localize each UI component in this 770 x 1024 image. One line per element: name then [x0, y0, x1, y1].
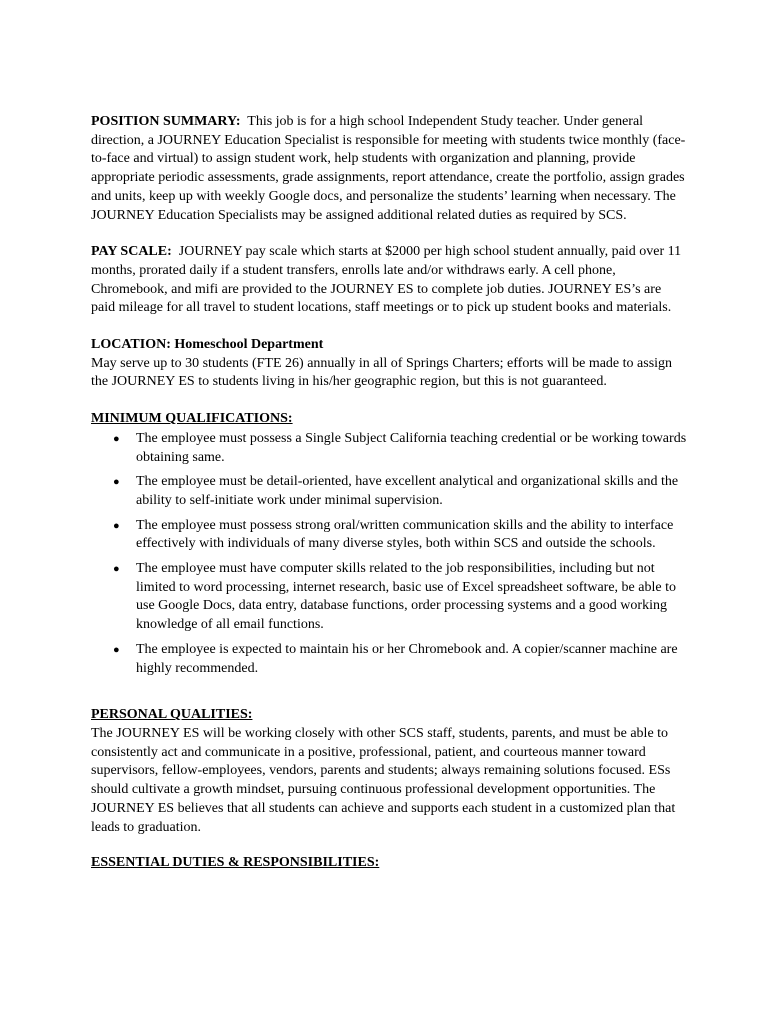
essential-duties-section: [91, 854, 688, 873]
list-item: ● The employee must possess strong oral/written communication skills and the ability to interface effectively with individuals of many diverse styles, both within SCS and outside the schools.: [113, 517, 674, 552]
location-section: [91, 336, 688, 392]
location-label: LOCATION: Homeschool Department: [91, 337, 324, 353]
qualifications-list: [91, 430, 688, 678]
minimum-qualifications-section: [91, 410, 688, 678]
bullet-icon: ●: [113, 643, 120, 656]
position-summary-section: [91, 113, 688, 225]
position-summary-label: POSITION SUMMARY:: [91, 114, 241, 129]
essential-duties-label: ESSENTIAL DUTIES & RESPONSIBILITIES:: [91, 855, 380, 871]
pay-scale-section: [91, 243, 688, 318]
position-summary-text: This job is for a high school Independent Study teacher. Under general direction, a JOURNEY Education Specialist is responsible for meeting with students twice monthly (face-to-face and virtual) to assign student work, help students with organization and planning, provide appropriate periodic assessments, grade assignments, report attendance, create the portfolio, assign grades and units, keep up with weekly Google docs, and personalize the students’ learning when necessary. The JOURNEY Education Specialists may be assigned additional related duties as required by SCS.: [91, 114, 686, 223]
personal-qualities-text: The JOURNEY ES will be working closely with other SCS staff, students, parents, and must be able to consistently act and communicate in a positive, professional, patient, and courteous manner toward supervisors, fellow-employees, vendors, parents and students; always remaining solutions focused. ESs should cultivate a growth mindset, pursuing continuous professional development opportunities. The JOURNEY ES believes that all students can achieve and supports each student in a customized plan that leads to graduation.: [91, 725, 676, 835]
list-item: ● The employee must have computer skills related to the job responsibilities, including but not limited to word processing, internet research, basic use of Excel spreadsheet software, be able to use Google Docs, data entry, database functions, order processing systems and a good working knowledge of all email functions.: [113, 561, 676, 633]
bullet-icon: ●: [113, 432, 120, 445]
minimum-qualifications-label: MINIMUM QUALIFICATIONS:: [91, 411, 293, 427]
pay-scale-text: JOURNEY pay scale which starts at $2000 per high school student annually, paid over 11 months, prorated daily if a student transfers, enrolls late and/or withdraws early. A cell phone, Chromebook, and mifi are provided to the JOURNEY ES to complete job duties. JOURNEY ES’s are paid mileage for all travel to student locations, staff meetings or to pick up student books and materials.: [91, 244, 682, 316]
location-text: May serve up to 30 students (FTE 26) annually in all of Springs Charters; efforts will be made to assign the JOURNEY ES to students living in his/her geographic region, but this is not guaranteed.: [91, 355, 673, 390]
bullet-icon: ●: [113, 476, 120, 489]
list-item: ● The employee is expected to maintain his or her Chromebook and. A copier/scanner machine are highly recommended.: [113, 641, 678, 676]
personal-qualities-label: PERSONAL QUALITIES:: [91, 707, 253, 723]
list-item: ● The employee must possess a Single Subject California teaching credential or be working towards obtaining same.: [113, 430, 687, 465]
pay-scale-label: PAY SCALE:: [91, 244, 172, 260]
list-item: ● The employee must be detail-oriented, have excellent analytical and organizational skills and the ability to self-initiate work under minimal supervision.: [113, 474, 679, 508]
personal-qualities-section: [91, 706, 688, 837]
bullet-icon: ●: [113, 519, 120, 532]
bullet-icon: ●: [113, 563, 120, 576]
